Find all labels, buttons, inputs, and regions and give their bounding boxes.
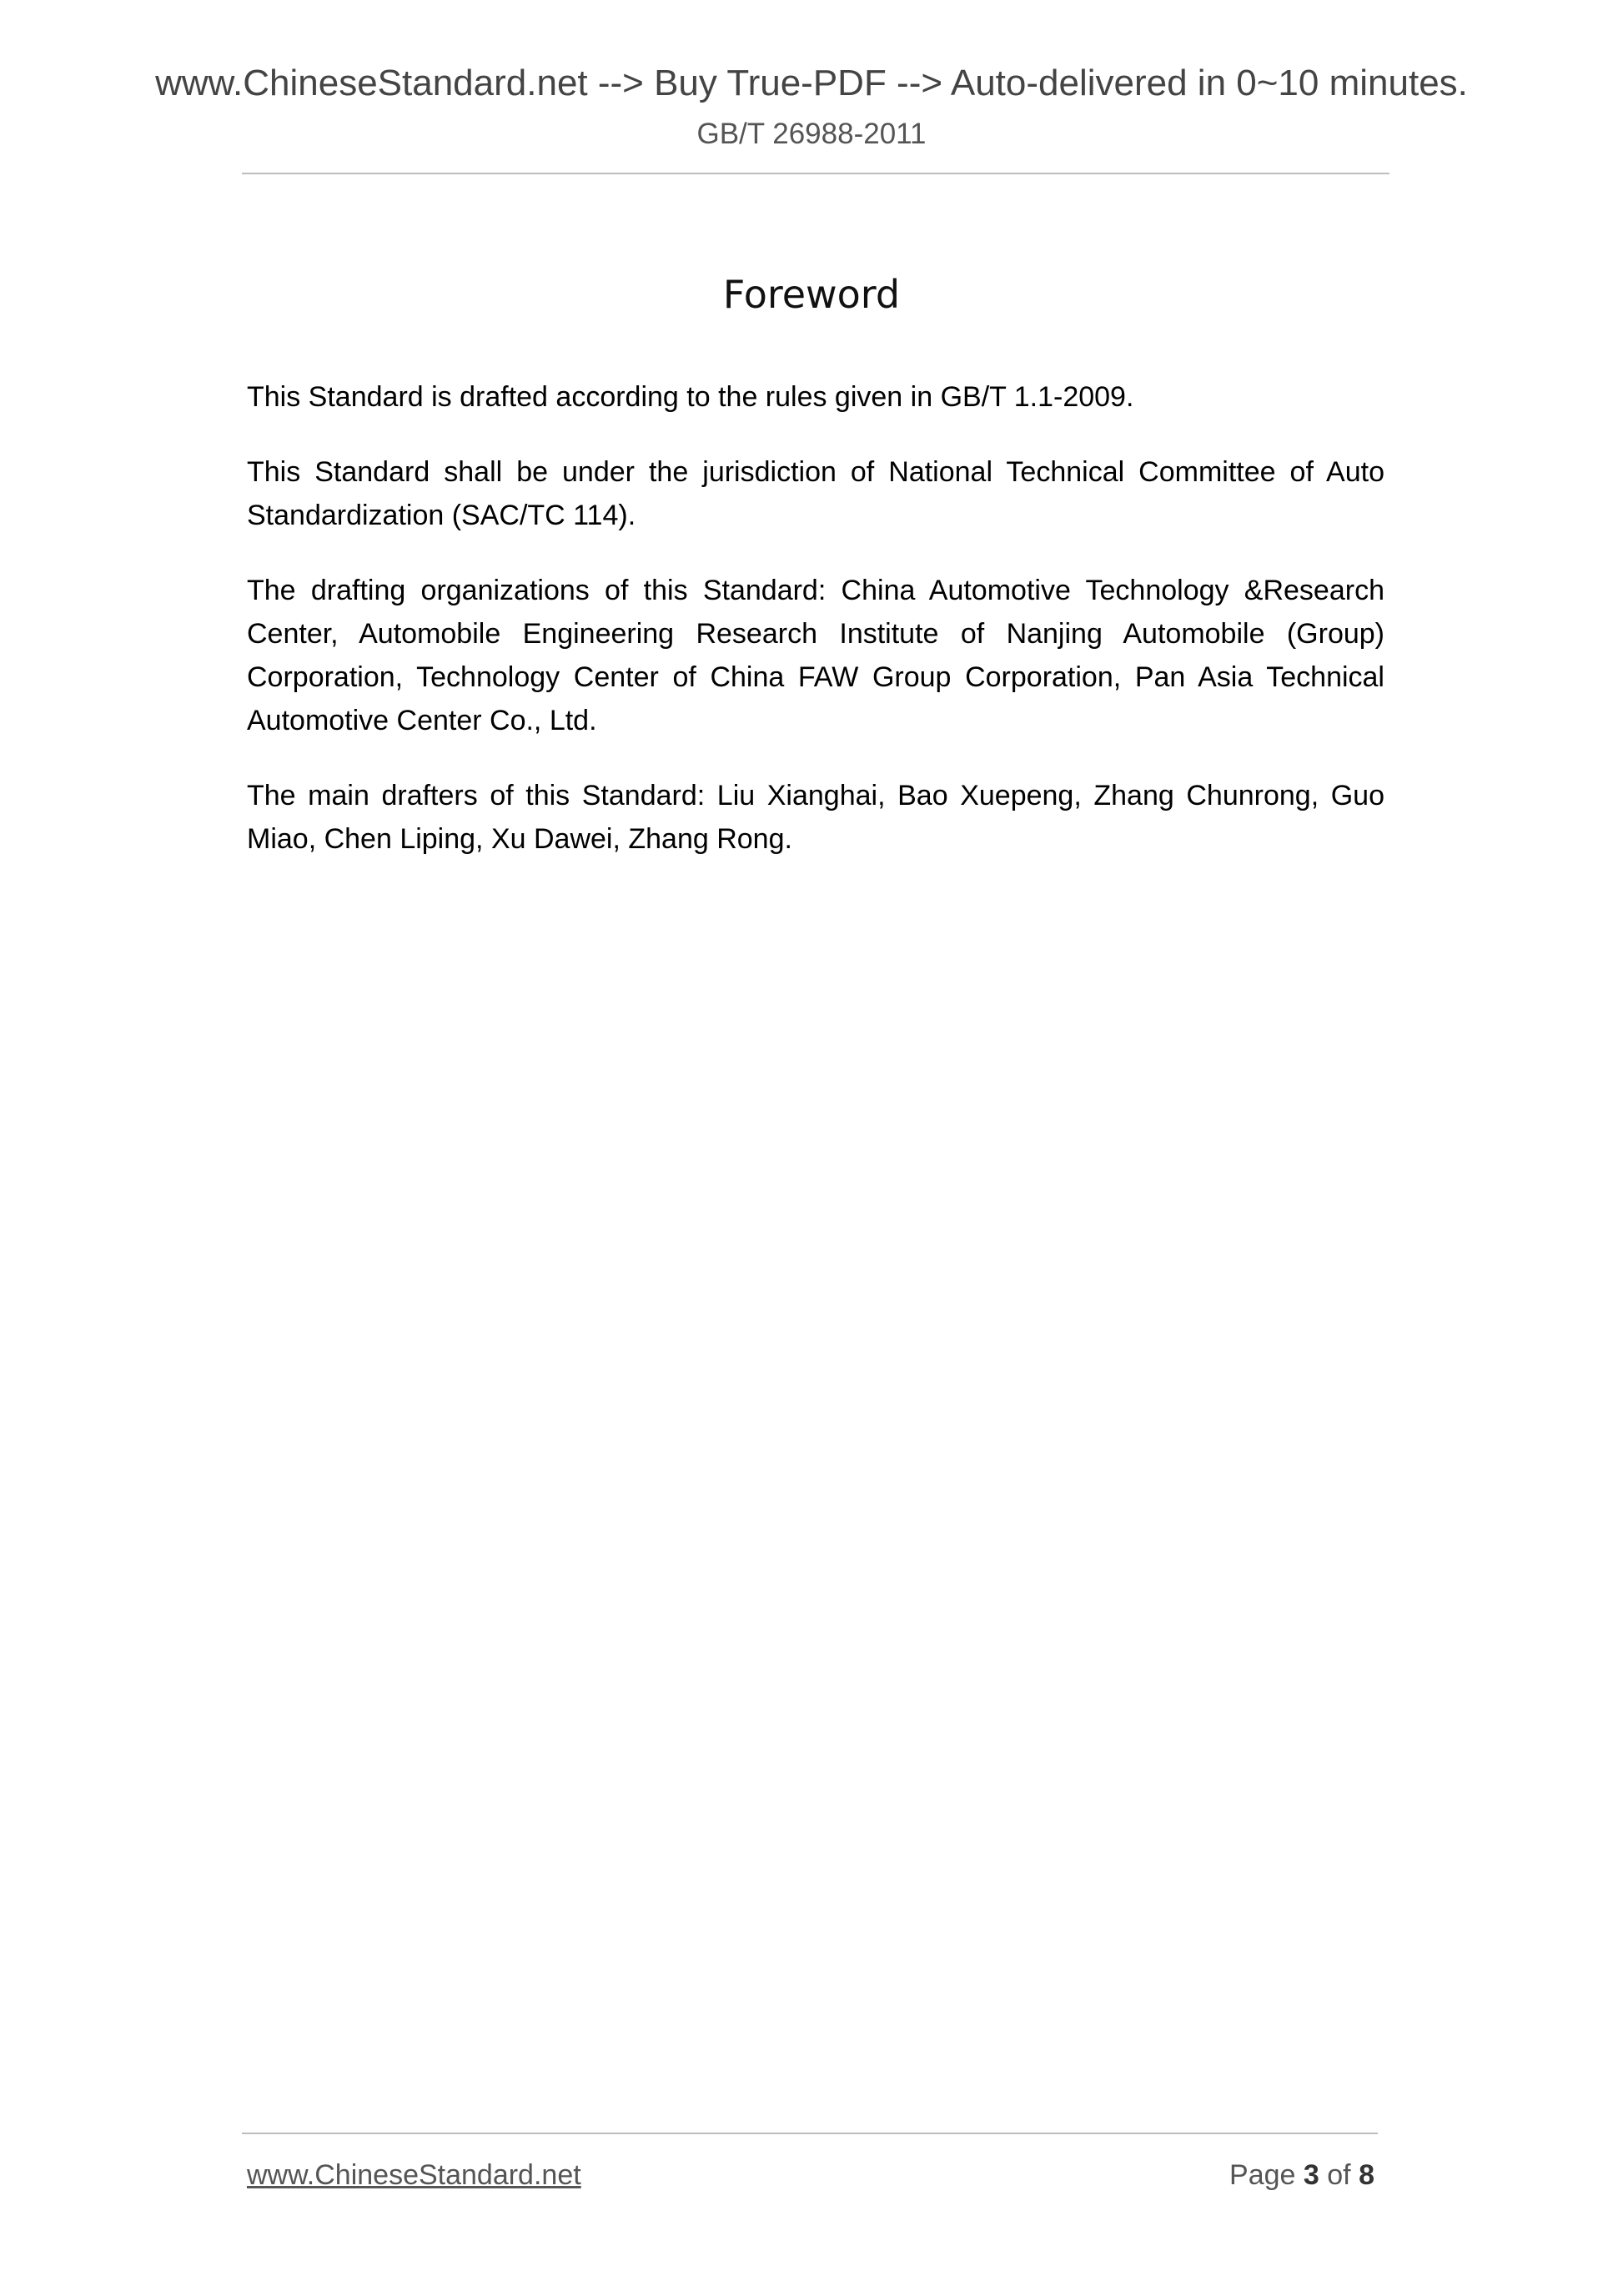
page-title: Foreword — [722, 272, 901, 317]
paragraph-main-drafters: The main drafters of this Standard: Liu Xianghai, Bao Xuepeng, Zhang Chunrong, Guo Miao, Chen Liping, Xu Dawei, Zhang Rong. — [247, 780, 1384, 855]
standard-code: GB/T 26988-2011 — [696, 118, 927, 150]
paragraph-drafting-rules: This Standard is drafted according to the rules given in GB/T 1.1-2009. — [247, 381, 1134, 413]
document-body — [247, 375, 1384, 892]
header-divider — [242, 173, 1389, 174]
page-current: 3 — [1303, 2159, 1319, 2191]
footer-divider — [242, 2133, 1378, 2134]
page-prefix: Page — [1229, 2159, 1296, 2191]
header-banner: www.ChineseStandard.net --> Buy True-PDF --> Auto-delivered in 0~10 minutes. — [155, 63, 1468, 103]
paragraph-jurisdiction: This Standard shall be under the jurisdiction of National Technical Committee of Auto Standardization (SAC/TC 114). — [247, 456, 1384, 531]
page-indicator — [1229, 2158, 1374, 2193]
footer-site-link[interactable]: www.ChineseStandard.net — [247, 2159, 581, 2191]
page-of: of — [1327, 2159, 1351, 2191]
paragraph-drafting-organizations: The drafting organizations of this Standard: China Automotive Technology &Research Center, Automobile Engineering Research Institute of Nanjing Automobile (Group) Corporation, Technology Center of China FAW Group Corporation, Pan Asia Technical Automotive Center Co., Ltd. — [247, 575, 1384, 736]
page-total: 8 — [1359, 2159, 1374, 2191]
